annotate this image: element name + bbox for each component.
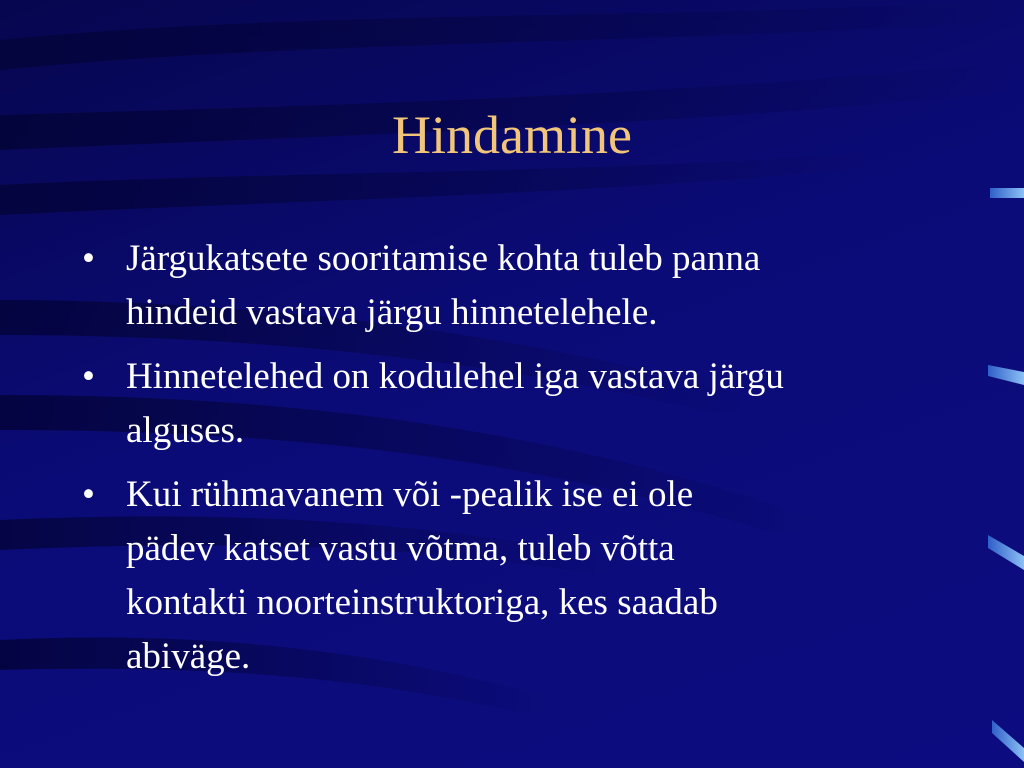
accent-mark xyxy=(988,535,1024,570)
bullet-list xyxy=(80,232,960,694)
bullet-line: Hinnetelehed on kodulehel iga vastava järgu xyxy=(126,356,784,397)
accent-mark xyxy=(990,188,1024,198)
bullet-line: Järgukatsete sooritamise kohta tuleb panna xyxy=(126,238,761,279)
slide-title: Hindamine xyxy=(392,105,632,165)
bullet-text xyxy=(126,350,960,458)
bullet-line: Kui rühmavanem või -pealik ise ei ole xyxy=(126,474,694,515)
bullet-icon: • xyxy=(82,238,95,279)
accent-mark xyxy=(988,365,1024,385)
accent-mark xyxy=(992,720,1024,762)
bullet-line: pädev katset vastu võtma, tuleb võtta xyxy=(126,528,675,569)
bullet-icon: • xyxy=(82,474,95,515)
bullet-item xyxy=(80,468,960,684)
bullet-line: kontakti noorteinstruktoriga, kes saadab xyxy=(126,582,718,623)
bullet-line: alguses. xyxy=(126,410,245,451)
bullet-item xyxy=(80,232,960,340)
bullet-text xyxy=(126,232,960,340)
bullet-line: abiväge. xyxy=(126,636,251,677)
bullet-line: hindeid vastava järgu hinnetelehele. xyxy=(126,292,658,333)
bullet-text xyxy=(126,468,960,684)
bullet-item xyxy=(80,350,960,458)
bullet-icon: • xyxy=(82,356,95,397)
background-swoosh xyxy=(0,0,1024,70)
